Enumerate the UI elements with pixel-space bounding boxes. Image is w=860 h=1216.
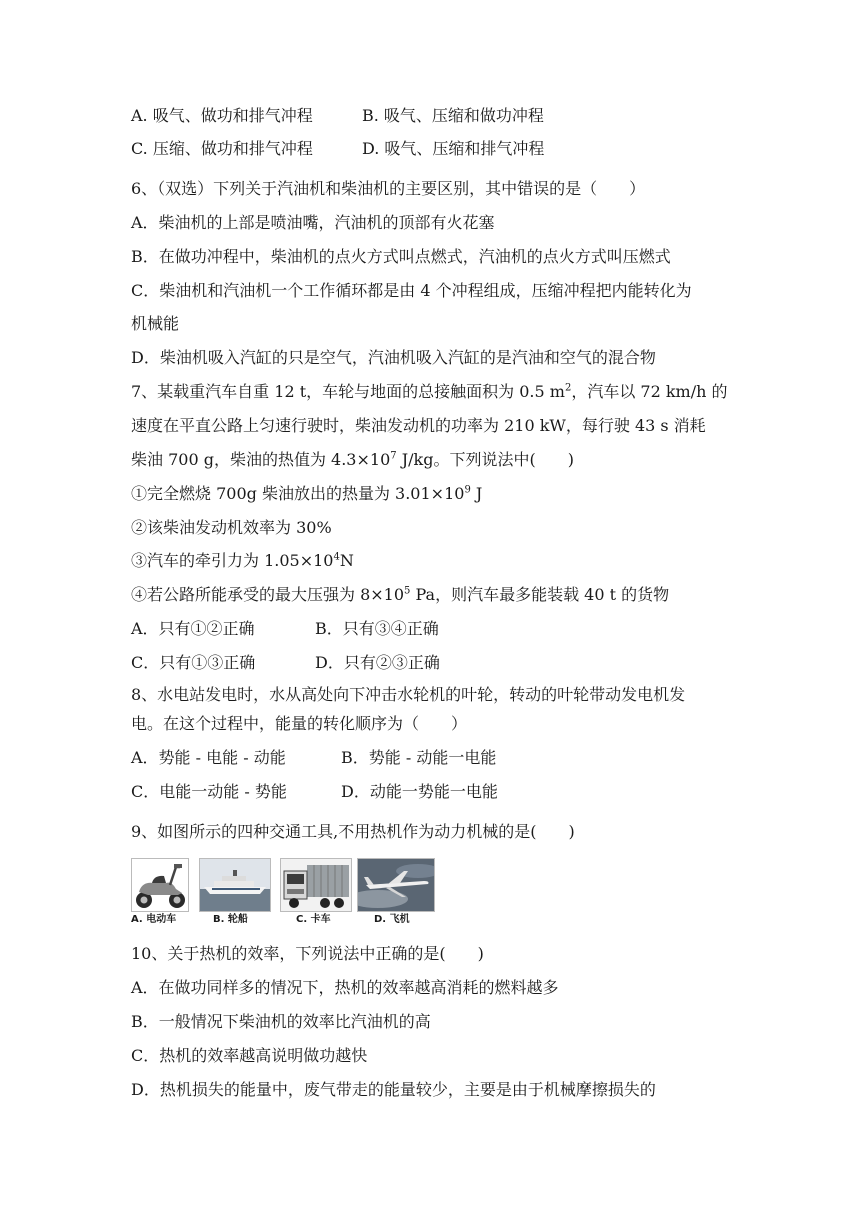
q8-option-row-2 [131, 782, 498, 802]
q6-option-a: A．柴油机的上部是喷油嘴，汽油机的顶部有火花塞 [131, 213, 495, 232]
ship-image [199, 858, 271, 912]
q6-option-b: B．在做功冲程中，柴油机的点火方式叫点燃式，汽油机的点火方式叫压燃式 [131, 247, 671, 266]
q6-option-c-line2: 机械能 [131, 314, 180, 333]
q10-option-a: A．在做功同样多的情况下，热机的效率越高消耗的燃料越多 [131, 978, 559, 997]
q10-option-c: C．热机的效率越高说明做功越快 [131, 1046, 368, 1065]
q7-heat-exponent: 7 [390, 450, 397, 462]
q8-stem-line2: 电。在这个过程中，能量的转化顺序为（ ） [131, 714, 468, 733]
q8-option-d: D．动能一势能一电能 [341, 782, 498, 801]
q7-statement-1-exponent: 9 [464, 484, 471, 496]
airplane-image [357, 858, 435, 912]
q5-option-d: D. 吸气、压缩和排气冲程 [362, 139, 545, 158]
electric-scooter-image [131, 858, 189, 912]
q8-option-b: B．势能 - 动能一电能 [341, 748, 497, 767]
q7-stem-line1-rest: ，汽车以 72 km/h 的 [571, 382, 728, 401]
q10-option-d: D．热机损失的能量中，废气带走的能量较少，主要是由于机械摩擦损失的 [131, 1080, 656, 1099]
q6-option-d: D．柴油机吸入汽缸的只是空气，汽油机吸入汽缸的是汽油和空气的混合物 [131, 348, 656, 367]
q5-option-b: B. 吸气、压缩和做功冲程 [362, 106, 544, 125]
q8-option-a: A．势能 - 电能 - 动能 [131, 748, 286, 767]
q5-option-c: C. 压缩、做功和排气冲程 [131, 139, 313, 158]
q6-stem: 6、（双选）下列关于汽油机和柴油机的主要区别，其中错误的是（ ） [131, 179, 646, 198]
q7-area-exponent: 2 [564, 382, 572, 394]
q7-statement-1-unit: J [470, 484, 483, 503]
q7-statement-1-text: ①完全燃烧 700g 柴油放出的热量为 3.01×10 [131, 484, 465, 503]
q9-stem: 9、如图所示的四种交通工具,不用热机作为动力机械的是( ) [131, 822, 575, 841]
q7-statement-4-exponent: 5 [404, 585, 411, 597]
q5-option-row-2 [131, 139, 545, 159]
q8-option-c: C．电能一动能 - 势能 [131, 782, 287, 801]
caption-airplane: D. 飞机 [374, 914, 410, 925]
q7-statement-3-text: ③汽车的牵引力为 1.05×10 [131, 551, 334, 570]
q7-option-row-2 [131, 653, 440, 673]
q7-option-d: D．只有②③正确 [315, 653, 440, 672]
caption-ship: B. 轮船 [213, 914, 248, 925]
q7-stem-line2: 速度在平直公路上匀速行驶时，柴油发动机的功率为 210 kW，每行驶 43 s 消耗 [131, 416, 706, 435]
q7-stem-line3-rest: J/kg。下列说法中( ) [396, 450, 574, 469]
q7-statement-4 [131, 585, 669, 605]
caption-truck: C. 卡车 [296, 914, 331, 925]
q7-option-row-1 [131, 619, 439, 639]
q8-stem-line1: 8、水电站发电时，水从高处向下冲击水轮机的叶轮，转动的叶轮带动发电机发 [131, 685, 686, 704]
q7-statement-3-exponent: 4 [333, 551, 340, 563]
q7-stem-line1-text: 7、某载重汽车自重 12 t，车轮与地面的总接触面积为 0.5 m [131, 382, 565, 401]
q7-statement-3-unit: N [339, 551, 354, 570]
q9-vehicle-figure [131, 858, 441, 930]
q5-option-a: A. 吸气、做功和排气冲程 [131, 106, 313, 125]
q7-statement-4-text: ④若公路所能承受的最大压强为 8×10 [131, 585, 405, 604]
q5-option-row-1 [131, 106, 544, 126]
q7-statement-3 [131, 551, 354, 571]
q7-option-c: C．只有①③正确 [131, 653, 256, 672]
q6-option-c-line1: C．柴油机和汽油机一个工作循环都是由 4 个冲程组成，压缩冲程把内能转化为 [131, 281, 692, 300]
q8-option-row-1 [131, 748, 497, 768]
q7-statement-4-rest: Pa，则汽车最多能装载 40 t 的货物 [410, 585, 670, 604]
q7-stem-line3 [131, 450, 574, 470]
q7-statement-2: ②该柴油发动机效率为 30% [131, 518, 332, 537]
truck-image [280, 858, 352, 912]
q10-stem: 10、关于热机的效率，下列说法中正确的是( ) [131, 944, 484, 963]
caption-electric-scooter: A. 电动车 [131, 914, 177, 925]
q7-option-b: B．只有③④正确 [315, 619, 439, 638]
q7-statement-1 [131, 484, 482, 504]
q10-option-b: B．一般情况下柴油机的效率比汽油机的高 [131, 1012, 431, 1031]
q7-stem-line3-text: 柴油 700 g，柴油的热值为 4.3×10 [131, 450, 391, 469]
q7-stem-line1 [131, 382, 728, 402]
q7-option-a: A．只有①②正确 [131, 619, 255, 638]
